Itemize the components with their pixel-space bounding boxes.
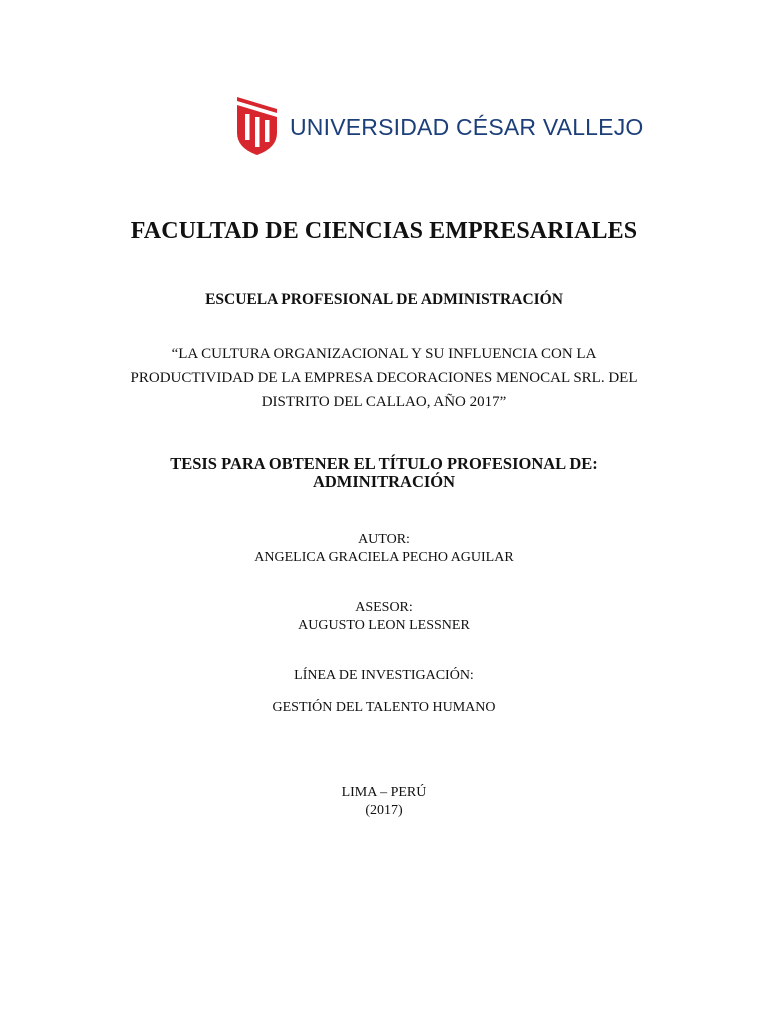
faculty-title: FACULTAD DE CIENCIAS EMPRESARIALES [130, 218, 638, 244]
university-logo [236, 96, 644, 156]
research-line-label: LÍNEA DE INVESTIGACIÓN: [294, 668, 474, 683]
degree-heading [0, 455, 768, 491]
school-title: ESCUELA PROFESIONAL DE ADMINISTRACIÓN [205, 291, 563, 308]
advisor-name: AUGUSTO LEON LESSNER [298, 618, 470, 633]
thesis-title-line-1: “LA CULTURA ORGANIZACIONAL Y SU INFLUENCIA CON LA [171, 346, 597, 362]
advisor-label: ASESOR: [355, 600, 413, 615]
thesis-title [0, 342, 768, 414]
thesis-title-line-3: DISTRITO DEL CALLAO, AÑO 2017” [261, 394, 507, 410]
thesis-title-line-2: PRODUCTIVIDAD DE LA EMPRESA DECORACIONES MENOCAL SRL. DEL [130, 370, 638, 386]
location: LIMA – PERÚ [341, 785, 427, 800]
author-name: ANGELICA GRACIELA PECHO AGUILAR [254, 550, 514, 565]
year: (2017) [365, 803, 403, 818]
degree-line-2: ADMINITRACIÓN [312, 472, 456, 491]
degree-line-1: TESIS PARA OBTENER EL TÍTULO PROFESIONAL DE: [170, 454, 598, 473]
research-line-value: GESTIÓN DEL TALENTO HUMANO [272, 700, 496, 715]
ucv-shield-icon [236, 96, 278, 156]
university-name: UNIVERSIDAD CÉSAR VALLEJO [290, 113, 644, 140]
author-label: AUTOR: [358, 532, 410, 547]
